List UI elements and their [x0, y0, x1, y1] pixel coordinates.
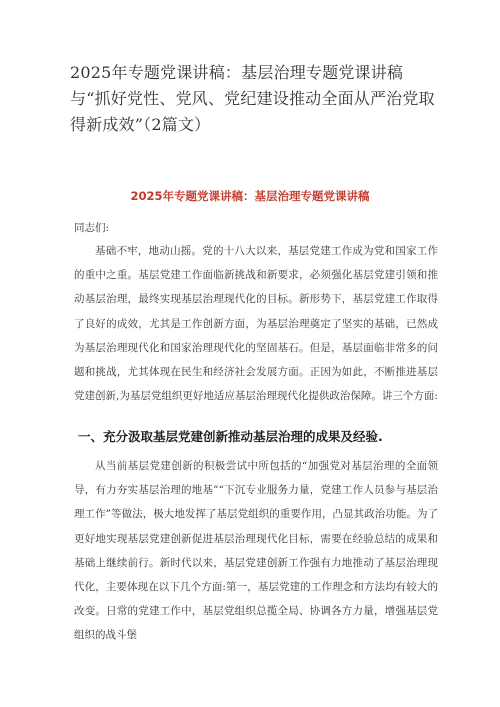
paragraph-section-one: 从当前基层党建创新的积极尝试中所包括的“加强党对基层治理的全面领导，有力夯实基层治理的地基”“下沉专业服务力量，党建工作人员参与基层治理工作”等做法，极大地发挥了基层党组织的重要作用，凸显其政治功能。为了更好地实现基层党建创新促进基层治理现代化目标，需要在经验总结的成果和基础上继续前行。新时代以来，基层党建创新工作强有力地推动了基层治理现代化，主要体现在以下几个方面:第一，基层党建的工作理念和方法均有较大的改变。日常的党建工作中，基层党组织总揽全局、协调各方力量，增强基层党组织的战斗堡	[74, 460, 438, 642]
section-title: 2025年专题党课讲稿：基层治理专题党课讲稿	[130, 189, 370, 203]
document-title: 2025年专题党课讲稿：基层治理专题党课讲稿与“抓好党性、党风、党纪建设推动全面从严治党取得新成效”（2篇文）	[70, 63, 435, 134]
paragraph-intro: 基础不牢，地动山摇。党的十八大以来，基层党建工作成为党和国家工作的重中之重。基层党建工作面临新挑战和新要求，必须强化基层党建引领和推动基层治理，最终实现基层治理现代化的目标。新形势下，基层党建工作取得了良好的成效，尤其是工作创新方面，为基层治理奠定了坚实的基础，已然成为基层治理现代化和国家治理现代化的坚固基石。但是，基层面临非常多的问题和挑战，尤其体现在民生和经济社会发展方面。正因为如此，不断推进基层党建创新,为基层党组织更好地适应基层治理现代化提供政治保障。讲三个方面:	[74, 245, 438, 403]
heading-one: 一、充分汲取基层党建创新推动基层治理的成果及经验.	[78, 429, 383, 444]
greeting: 同志们:	[74, 222, 110, 234]
